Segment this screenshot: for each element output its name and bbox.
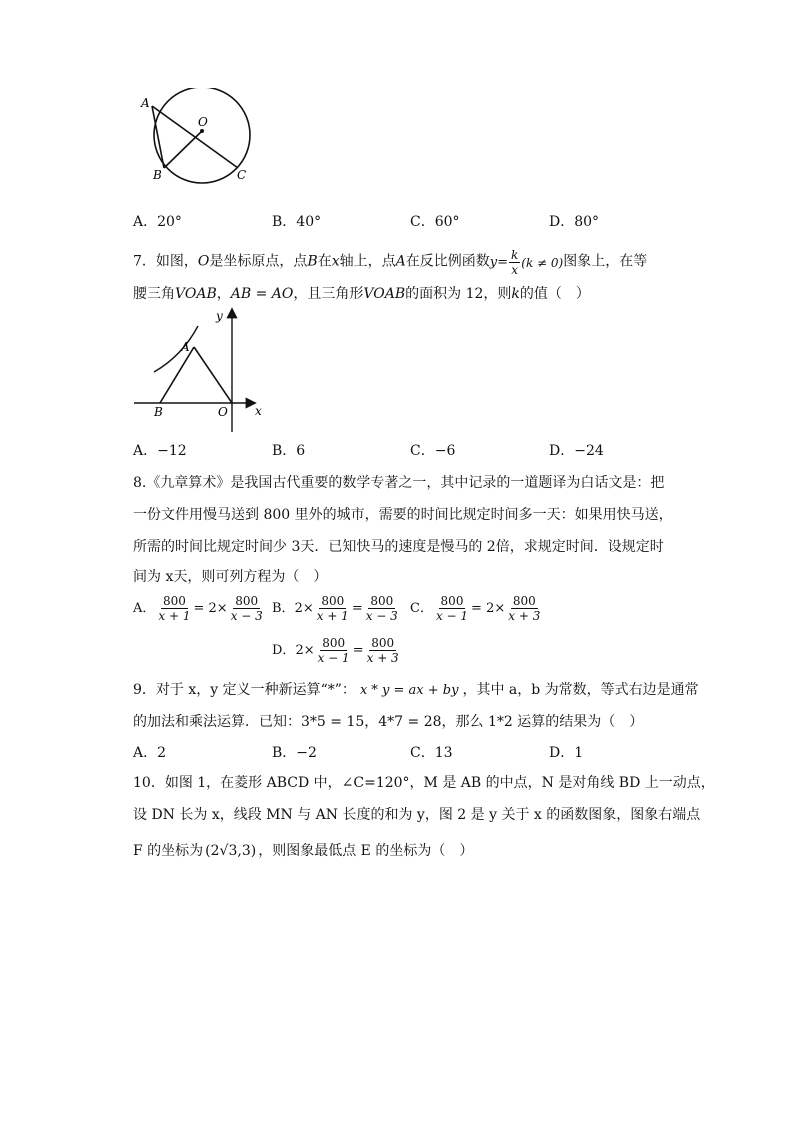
q7-var-x: x <box>331 253 340 270</box>
fraction <box>156 594 192 623</box>
q8-option-a[interactable] <box>133 594 266 623</box>
q8-option-d-pre: 2× <box>295 642 315 658</box>
q10-text: F 的坐标为 <box>133 843 204 859</box>
q7-func-cond: (k ≠ 0) <box>521 255 564 270</box>
frac-num: 800 <box>512 594 536 608</box>
q7-ab-ao: AB = AO <box>230 286 294 302</box>
q9-text: ，其中 a，b 为常数，等式右边是通常 <box>462 682 699 698</box>
q8-option-c-label: C． <box>410 600 433 616</box>
q7-text: 在 <box>317 253 332 270</box>
q10-text: ，则图象最低点 E 的坐标为（ ） <box>258 843 474 859</box>
q6-option-a[interactable]: A．20° <box>133 214 182 230</box>
q7-stem-line1 <box>133 248 647 277</box>
fraction <box>315 594 351 623</box>
fraction <box>229 594 265 623</box>
q10-stem-line3 <box>133 841 473 861</box>
q6-option-c[interactable]: C．60° <box>410 214 460 230</box>
q6-label-b: B <box>153 168 162 182</box>
q10-stem-line2: 设 DN 长为 x，线段 MN 与 AN 长度的和为 y，图 2 是 y 关于 x 的函数图象，图象右端点 <box>133 807 701 823</box>
q9-option-a[interactable]: A．2 <box>133 745 167 761</box>
q7-line-ao <box>194 347 232 403</box>
q10-stem-line1: 10．如图 1，在菱形 ABCD 中，∠C=120°，M 是 AB 的中点，N 是对角线 BD 上一动点， <box>133 775 715 791</box>
q7-text: 轴上，点 <box>339 253 396 270</box>
frac-num: 800 <box>370 594 394 608</box>
frac-den: x + 3 <box>508 609 541 623</box>
q7-func-frac <box>509 248 520 277</box>
q7-var-a: A <box>395 253 406 270</box>
frac-den: x + 3 <box>366 651 399 665</box>
frac-num: 800 <box>235 594 259 608</box>
fraction <box>434 594 470 623</box>
q7-func-den: x <box>511 263 519 277</box>
q7-text: ，且三角形 <box>293 286 364 302</box>
q7-func-eq: = <box>497 254 508 270</box>
q8-option-c[interactable] <box>410 594 543 623</box>
q7-text: 7．如图， <box>133 253 198 270</box>
q8-option-d-mid: = <box>352 642 364 658</box>
q7-label-y: y <box>216 309 223 323</box>
frac-num: 800 <box>321 594 345 608</box>
frac-num: 800 <box>162 594 186 608</box>
fraction <box>364 594 400 623</box>
q7-label-a: A <box>181 340 190 354</box>
q7-label-b: B <box>154 405 163 419</box>
q7-func-num: k <box>511 248 519 262</box>
q9-option-b[interactable]: B．−2 <box>272 745 317 761</box>
frac-den: x − 1 <box>435 609 469 623</box>
q7-text: 图象上，在等 <box>563 253 648 270</box>
q7-var-b: B <box>307 253 318 270</box>
q8-option-b-mid: = <box>351 600 363 616</box>
q7-stem-line2 <box>133 284 590 304</box>
frac-den: x − 1 <box>317 651 350 665</box>
q8-option-a-label: A． <box>133 600 156 616</box>
q7-label-o: O <box>218 405 228 419</box>
q9-stem-line2: 的加法和乘法运算．已知：3*5 = 15，4*7 = 28，那么 1*2 运算的结果为（ ） <box>133 714 644 730</box>
frac-den: x − 3 <box>230 609 263 623</box>
q10-coordinate: (2√3,3) <box>205 843 257 859</box>
q7-graph-figure <box>130 306 270 436</box>
fraction <box>506 594 542 623</box>
q8-stem-line3: 所需的时间比规定时间少 3天．已知快马的速度是慢马的 2倍，求规定时间．设规定时 <box>133 539 664 555</box>
q6-circle <box>154 88 250 183</box>
q9-text: 9．对于 x，y 定义一种新运算“*”： <box>133 682 356 698</box>
q6-option-b[interactable]: B．40° <box>272 214 322 230</box>
q9-option-d[interactable]: D．1 <box>549 745 584 761</box>
q7-text: 的面积为 12，则 <box>405 286 512 302</box>
frac-den: x + 1 <box>158 609 191 623</box>
q7-triangle: VOAB <box>175 286 217 302</box>
q7-label-x: x <box>255 404 262 418</box>
q7-var-o: O <box>197 253 210 270</box>
q6-center-point <box>200 129 204 133</box>
q8-option-d-label: D． <box>272 642 296 658</box>
q8-stem-line4: 间为 x天，则可列方程为（ ） <box>133 569 328 585</box>
q7-hyperbola-curve <box>154 326 198 372</box>
q8-option-b-pre: 2× <box>294 600 314 616</box>
frac-num: 800 <box>371 636 395 650</box>
fraction <box>316 636 352 665</box>
q7-text: 在反比例函数 <box>405 253 490 270</box>
q6-circle-figure <box>138 88 268 188</box>
fraction <box>365 636 401 665</box>
q6-line-bo <box>164 131 202 168</box>
q9-option-c[interactable]: C．13 <box>410 745 453 761</box>
frac-num: 800 <box>440 594 464 608</box>
q8-option-d[interactable] <box>272 636 402 665</box>
q6-label-o: O <box>198 115 208 129</box>
q8-stem-line1: 8.《九章算术》是我国古代重要的数学专著之一，其中记录的一道题译为白话文是：把 <box>133 475 665 491</box>
q7-var-k: k <box>511 286 520 302</box>
q7-option-a[interactable]: A．−12 <box>133 443 187 459</box>
q6-option-d[interactable]: D．80° <box>549 214 600 230</box>
q7-text: 是坐标原点，点 <box>209 253 308 270</box>
q9-stem-line1 <box>133 680 699 701</box>
q8-option-a-mid: = 2× <box>193 600 228 616</box>
frac-num: 800 <box>322 636 346 650</box>
q7-text: 的值（ ） <box>519 286 590 302</box>
q7-text: ， <box>216 286 231 302</box>
q7-function <box>490 248 564 277</box>
frac-den: x − 3 <box>365 609 398 623</box>
q7-option-c[interactable]: C．−6 <box>410 443 456 459</box>
q8-stem-line2: 一份文件用慢马送到 800 里外的城市，需要的时间比规定时间多一天：如果用快马送， <box>133 507 673 523</box>
q6-label-c: C <box>237 168 247 182</box>
q8-option-b-label: B． <box>272 600 295 616</box>
q7-func-y: y <box>489 254 498 270</box>
q8-option-c-mid: = 2× <box>471 600 506 616</box>
q7-option-d[interactable]: D．−24 <box>549 443 604 459</box>
frac-den: x + 1 <box>316 609 349 623</box>
q8-option-b[interactable] <box>272 594 401 623</box>
q7-triangle: VOAB <box>363 286 406 302</box>
q9-formula: x * y = ax + by <box>359 683 459 698</box>
q7-text: 腰三角 <box>133 286 175 302</box>
q6-label-a: A <box>141 96 150 110</box>
q7-option-b[interactable]: B．6 <box>272 443 306 459</box>
